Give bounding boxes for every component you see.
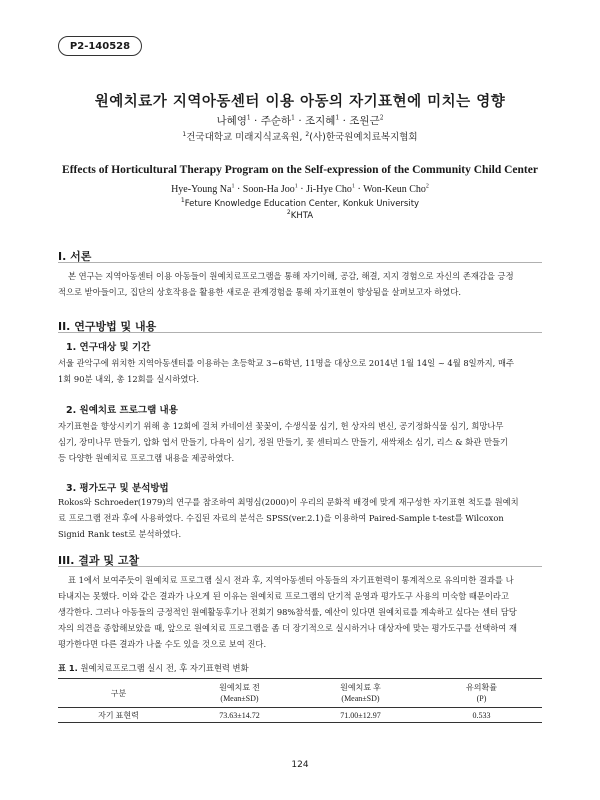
text-line: 료 프로그램 전과 후에 사용하였다. 수집된 자료의 분석은 SPSS(ver.2.1)을 이용하여 Paired-Sample t-test를 Wilcoxon bbox=[58, 513, 504, 523]
author-name: Soon-Ha Joo bbox=[242, 184, 295, 195]
page-number: 124 bbox=[291, 760, 309, 770]
subsection-heading-subjects: 1. 연구대상 및 기간 bbox=[66, 342, 151, 353]
text-line: 자기표현을 향상시키기 위해 총 12회에 걸쳐 카네이션 꽃꽂이, 수생식물 심기, 헌 상자의 변신, 공기정화식물 심기, 희망나무 bbox=[58, 421, 504, 431]
text-line: 심기, 장미나무 만들기, 압화 엽서 만들기, 다육이 심기, 정원 만들기, 꽃 센터피스 만들기, 새싹채소 심기, 리스 & 화관 만들기 bbox=[58, 437, 509, 447]
author-sup: 1 bbox=[335, 114, 340, 122]
text-line: 자의 의견을 종합해보았을 때, 앞으로 원예치료 프로그램을 좀 더 장기적으로 실시하거나 대상자에 맞는 평가도구를 선택하여 재 bbox=[58, 623, 517, 633]
affil-text: KHTA bbox=[290, 211, 314, 221]
text-line: 본 연구는 지역아동센터 이용 아동들이 원예치료프로그램을 통해 자기이해, 공감, 해결, 지지 경험으로 자신의 존재감을 긍정 bbox=[68, 271, 514, 281]
abstract-id-badge: P2-140528 bbox=[58, 36, 142, 56]
affil-text: Feture Knowledge Education Center, Konkuk University bbox=[184, 199, 420, 209]
english-authors: Hye-Young $Na^1$ · Soon-Ha Joo$^1$ · Ji-Hye Cho$^1$ · Won-Keun Cho$^2$ bbox=[171, 183, 429, 195]
author-name: 조지혜 bbox=[305, 115, 336, 127]
section-heading-intro: I. 서론 bbox=[58, 250, 92, 263]
author-sup: 1 bbox=[246, 114, 251, 122]
affil-sup: 1 bbox=[182, 130, 187, 138]
author-sup: 1 bbox=[294, 183, 298, 190]
text-line: 생각한다. 그러나 아동들의 긍정적인 원예활동후기나 전회기 98%참석률, 예산이 있다면 원예치료를 계속하고 싶다는 센터 담당 bbox=[58, 607, 517, 617]
analysis-paragraph bbox=[58, 494, 542, 542]
table-cell: 73.63±14.72 bbox=[219, 710, 260, 720]
text-line: 타내지는 못했다. 이와 같은 결과가 나오게 된 이유는 원예치료 프로그램의 단기적 운영과 평가도구 사용의 미숙함 때문이라고 bbox=[58, 591, 509, 601]
affil-text: 건국대학교 미래지식교육원, bbox=[186, 132, 306, 143]
subjects-paragraph bbox=[58, 355, 542, 387]
section-divider bbox=[58, 566, 542, 567]
section-divider bbox=[58, 332, 542, 333]
text-line: 등 다양한 원예치료 프로그램 내용을 제공하였다. bbox=[58, 453, 235, 463]
table-caption bbox=[58, 662, 249, 674]
author-sup: 1 bbox=[351, 183, 355, 190]
text-line: 적으로 받아들이고, 집단의 상호작용을 활용한 새로운 관계경험을 통해 자기표현이 향상됨을 살펴보고자 하였다. bbox=[58, 287, 461, 297]
korean-authors: 나혜영$^1$ · 주순하$^1$ · 조지혜$^1$ · 조원근$^2$ bbox=[216, 114, 384, 127]
text-line: 표 1에서 보여주듯이 원예치료 프로그램 실시 전과 후, 지역아동센터 아동들의 자기표현력이 통계적으로 유의미한 결과를 나 bbox=[68, 575, 514, 585]
subsection-heading-analysis: 3. 평가도구 및 분석방법 bbox=[66, 483, 169, 494]
header-cell-after: 원예치료 후 (Mean±SD) bbox=[340, 683, 381, 703]
table-caption-text: 원예치료프로그램 실시 전, 후 자기표현력 변화 bbox=[77, 663, 249, 673]
header-cell-category: 구분 bbox=[110, 688, 127, 698]
korean-title: 원예치료가 지역아동센터 이용 아동의 자기표현에 미치는 영향 bbox=[94, 93, 506, 110]
author-name: 조원근 bbox=[349, 115, 380, 127]
table-cell: 0.533 bbox=[472, 710, 491, 720]
affil-text: (사)한국원예치료복지협회 bbox=[309, 132, 418, 143]
section-heading-methods: II. 연구방법 및 내용 bbox=[58, 320, 157, 333]
results-paragraph bbox=[58, 572, 542, 652]
text-line: 평가한다면 다른 결과가 나올 수도 있을 것으로 보여 진다. bbox=[58, 639, 267, 649]
section-divider bbox=[58, 262, 542, 263]
author-name: 주순하 bbox=[260, 115, 292, 127]
affil-sup: 2 bbox=[305, 130, 310, 138]
author-sup: 1 bbox=[231, 183, 235, 190]
intro-paragraph bbox=[58, 268, 542, 300]
header-cell-pvalue: 유의확률 (P) bbox=[466, 683, 497, 703]
table-cell: 자기 표현력 bbox=[98, 710, 139, 720]
affil-sup: 1 bbox=[180, 197, 185, 205]
author-name: Ji-Hye Cho bbox=[306, 184, 352, 195]
english-title: Effects of Horticultural Therapy Program on the Self-expression of the Community Child Center bbox=[62, 164, 538, 176]
program-paragraph bbox=[58, 418, 542, 466]
author-sup: 2 bbox=[425, 183, 429, 190]
author-sup: 1 bbox=[291, 114, 295, 122]
affil-sup: 2 bbox=[286, 209, 291, 217]
header-cell-before: 원예치료 전 (Mean±SD) bbox=[219, 683, 260, 703]
section-heading-results: III. 결과 및 고찰 bbox=[58, 554, 140, 567]
author-sup: 2 bbox=[379, 114, 384, 122]
table-cell: 71.00±12.97 bbox=[340, 710, 381, 720]
table-row bbox=[58, 708, 542, 723]
subsection-heading-program: 2. 원예치료 프로그램 내용 bbox=[66, 405, 178, 416]
table-header-row bbox=[58, 679, 542, 708]
text-line: Signid Rank test로 분석하였다. bbox=[58, 529, 182, 539]
text-line: Rokos와 Schroeder(1979)의 연구를 참조하여 최명심(2000)이 우리의 문화적 배경에 맞게 재구성한 자기표현 척도를 원예치 bbox=[58, 497, 519, 507]
text-line: 1회 90분 내외, 총 12회를 실시하였다. bbox=[58, 374, 200, 384]
results-table bbox=[58, 678, 542, 723]
author-name: 나혜영 bbox=[216, 115, 247, 127]
table-caption-label: 표 1. bbox=[58, 663, 78, 673]
author-name: Won-Keun Cho bbox=[363, 184, 426, 195]
korean-affiliations bbox=[0, 129, 600, 143]
english-affiliations bbox=[0, 198, 600, 222]
author-name: Hye-Young Na bbox=[171, 184, 232, 195]
text-line: 서울 관악구에 위치한 지역아동센터를 이용하는 초등학교 3~6학년, 11명을 대상으로 2014년 1월 14일 ~ 4월 8일까지, 매주 bbox=[58, 358, 514, 368]
